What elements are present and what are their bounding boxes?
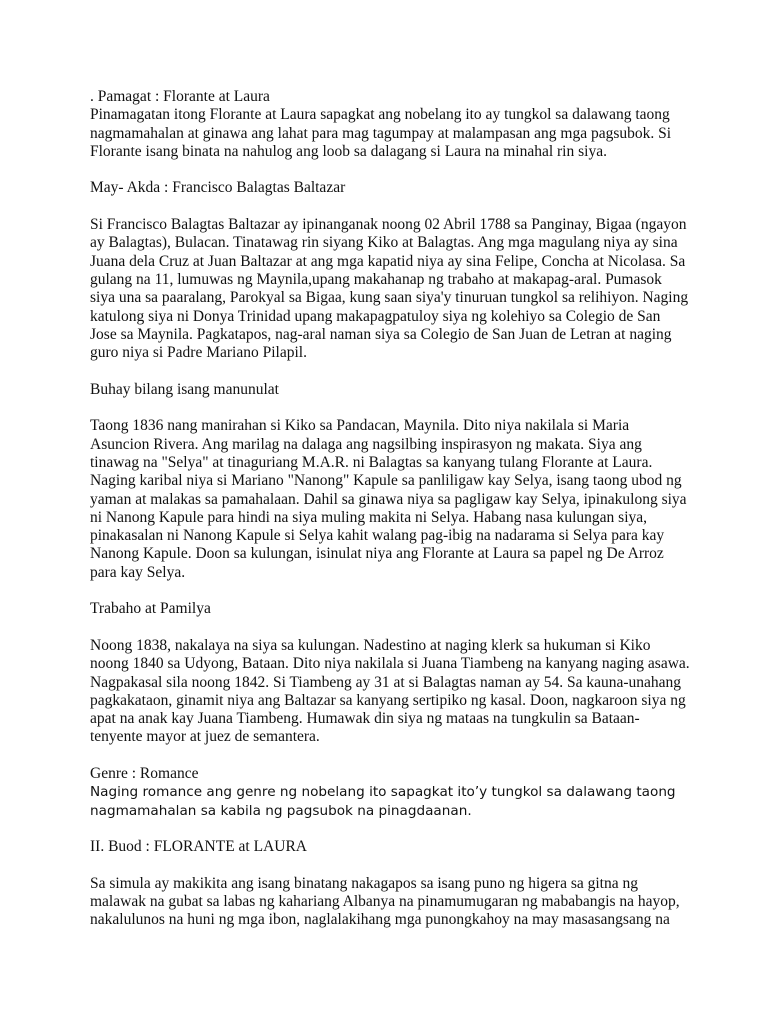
buod-paragraph: Sa simula ay makikita ang isang binatang nakagapos sa isang puno ng higera sa gitna ng malawak na gubat sa labas ng kahariang Albanya na pinamumugaran ng mababangis na hayop, nakalulunos na huni ng mga ibon, naglalakihang mga punongkahoy na may masasangsang na	[90, 874, 680, 929]
genre-line: Genre : Romance	[90, 764, 199, 782]
family-paragraph: Noong 1838, nakalaya na siya sa kulungan. Nadestino at naging klerk sa hukuman si Kiko noong 1840 sa Udyong, Bataan. Dito niya nakilala si Juana Tiambeng na kanyang naging asawa. Nagpakasal sila noong 1842. Si Tiambeng ay 31 at si Balagtas naman ay 54. Sa kauna-unahang pagkakataon, ginamit niya ang Baltazar sa kanyang sertipiko ng kasal. Doon, nagkaroon siya ng apat na anak kay Juana Tiambeng. Humawak din siya ng mataas na tungkulin sa Bataan-tenyente mayor at juez de semantera.	[90, 636, 690, 746]
title-paragraph: Pinamagatan itong Florante at Laura sapagkat ang nobelang ito ay tungkol sa dalawang taong nagmamahalan at ginawa ang lahat para mag tagumpay at malampasan ang mga pagsubok. Si Florante isang binata na nahulog ang loob sa dalagang si Laura na minahal rin siya.	[90, 106, 672, 160]
writer-paragraph: Taong 1836 nang manirahan si Kiko sa Pandacan, Maynila. Dito niya nakilala si Maria Asuncion Rivera. Ang marilag na dalaga ang nagsilbing inspirasyon ng makata. Siya ang tinawag na "Selya" at tinaguriang M.A.R. ni Balagtas sa kanyang tulang Florante at Laura. Naging karibal niya si Mariano "Nanong" Kapule sa panliligaw kay Selya, isang taong ubod ng yaman at malakas sa pamahalaan. Dahil sa ginawa niya sa pagligaw kay Selya, ipinakulong siya ni Nanong Kapule para hindi na siya muling makita ni Selya. Habang nasa kulungan siya, pinakasalan ni Nanong Kapule si Selya kahit walang pag-ibig na nadarama si Selya para kay Nanong Kapule. Doon sa kulungan, isinulat niya ang Florante at Laura sa papel ng De Arroz para kay Selya.	[90, 417, 687, 581]
family-heading: Trabaho at Pamilya	[90, 600, 211, 618]
title-line: . Pamagat : Florante at Laura	[90, 88, 270, 105]
buod-heading: II. Buod : FLORANTE at LAURA	[90, 838, 307, 856]
author-line: May- Akda : Francisco Balagtas Baltazar	[90, 179, 346, 197]
author-paragraph: Si Francisco Balagtas Baltazar ay ipinanganak noong 02 Abril 1788 sa Panginay, Bigaa (ngayon ay Balagtas), Bulacan. Tinatawag rin siyang Kiko at Balagtas. Ang mga magulang niya ay sina Juana dela Cruz at Juan Baltazar at ang mga kapatid niya ay sina Felipe, Concha at Nicolasa. Sa gulang na 11, lumuwas ng Maynila,upang makahanap ng trabaho at makapag-aral. Pumasok siya una sa paaralang, Parokyal sa Bigaa, kung saan siya'y tinuruan tungkol sa relihiyon. Naging katulong siya ni Donya Trinidad upang makapagpatuloy siya ng kolehiyo sa Colegio de San Jose sa Maynila. Pagkatapos, nag-aral naman siya sa Colegio de San Juan de Letran at naging guro niya si Padre Mariano Pilapil.	[90, 216, 689, 362]
document-page	[90, 88, 690, 948]
genre-paragraph: Naging romance ang genre ng nobelang ito sapagkat ito’y tungkol sa dalawang taong nagmamahalan sa kabila ng pagsubok na pinagdaanan.	[90, 784, 676, 819]
writer-heading: Buhay bilang isang manunulat	[90, 380, 279, 398]
